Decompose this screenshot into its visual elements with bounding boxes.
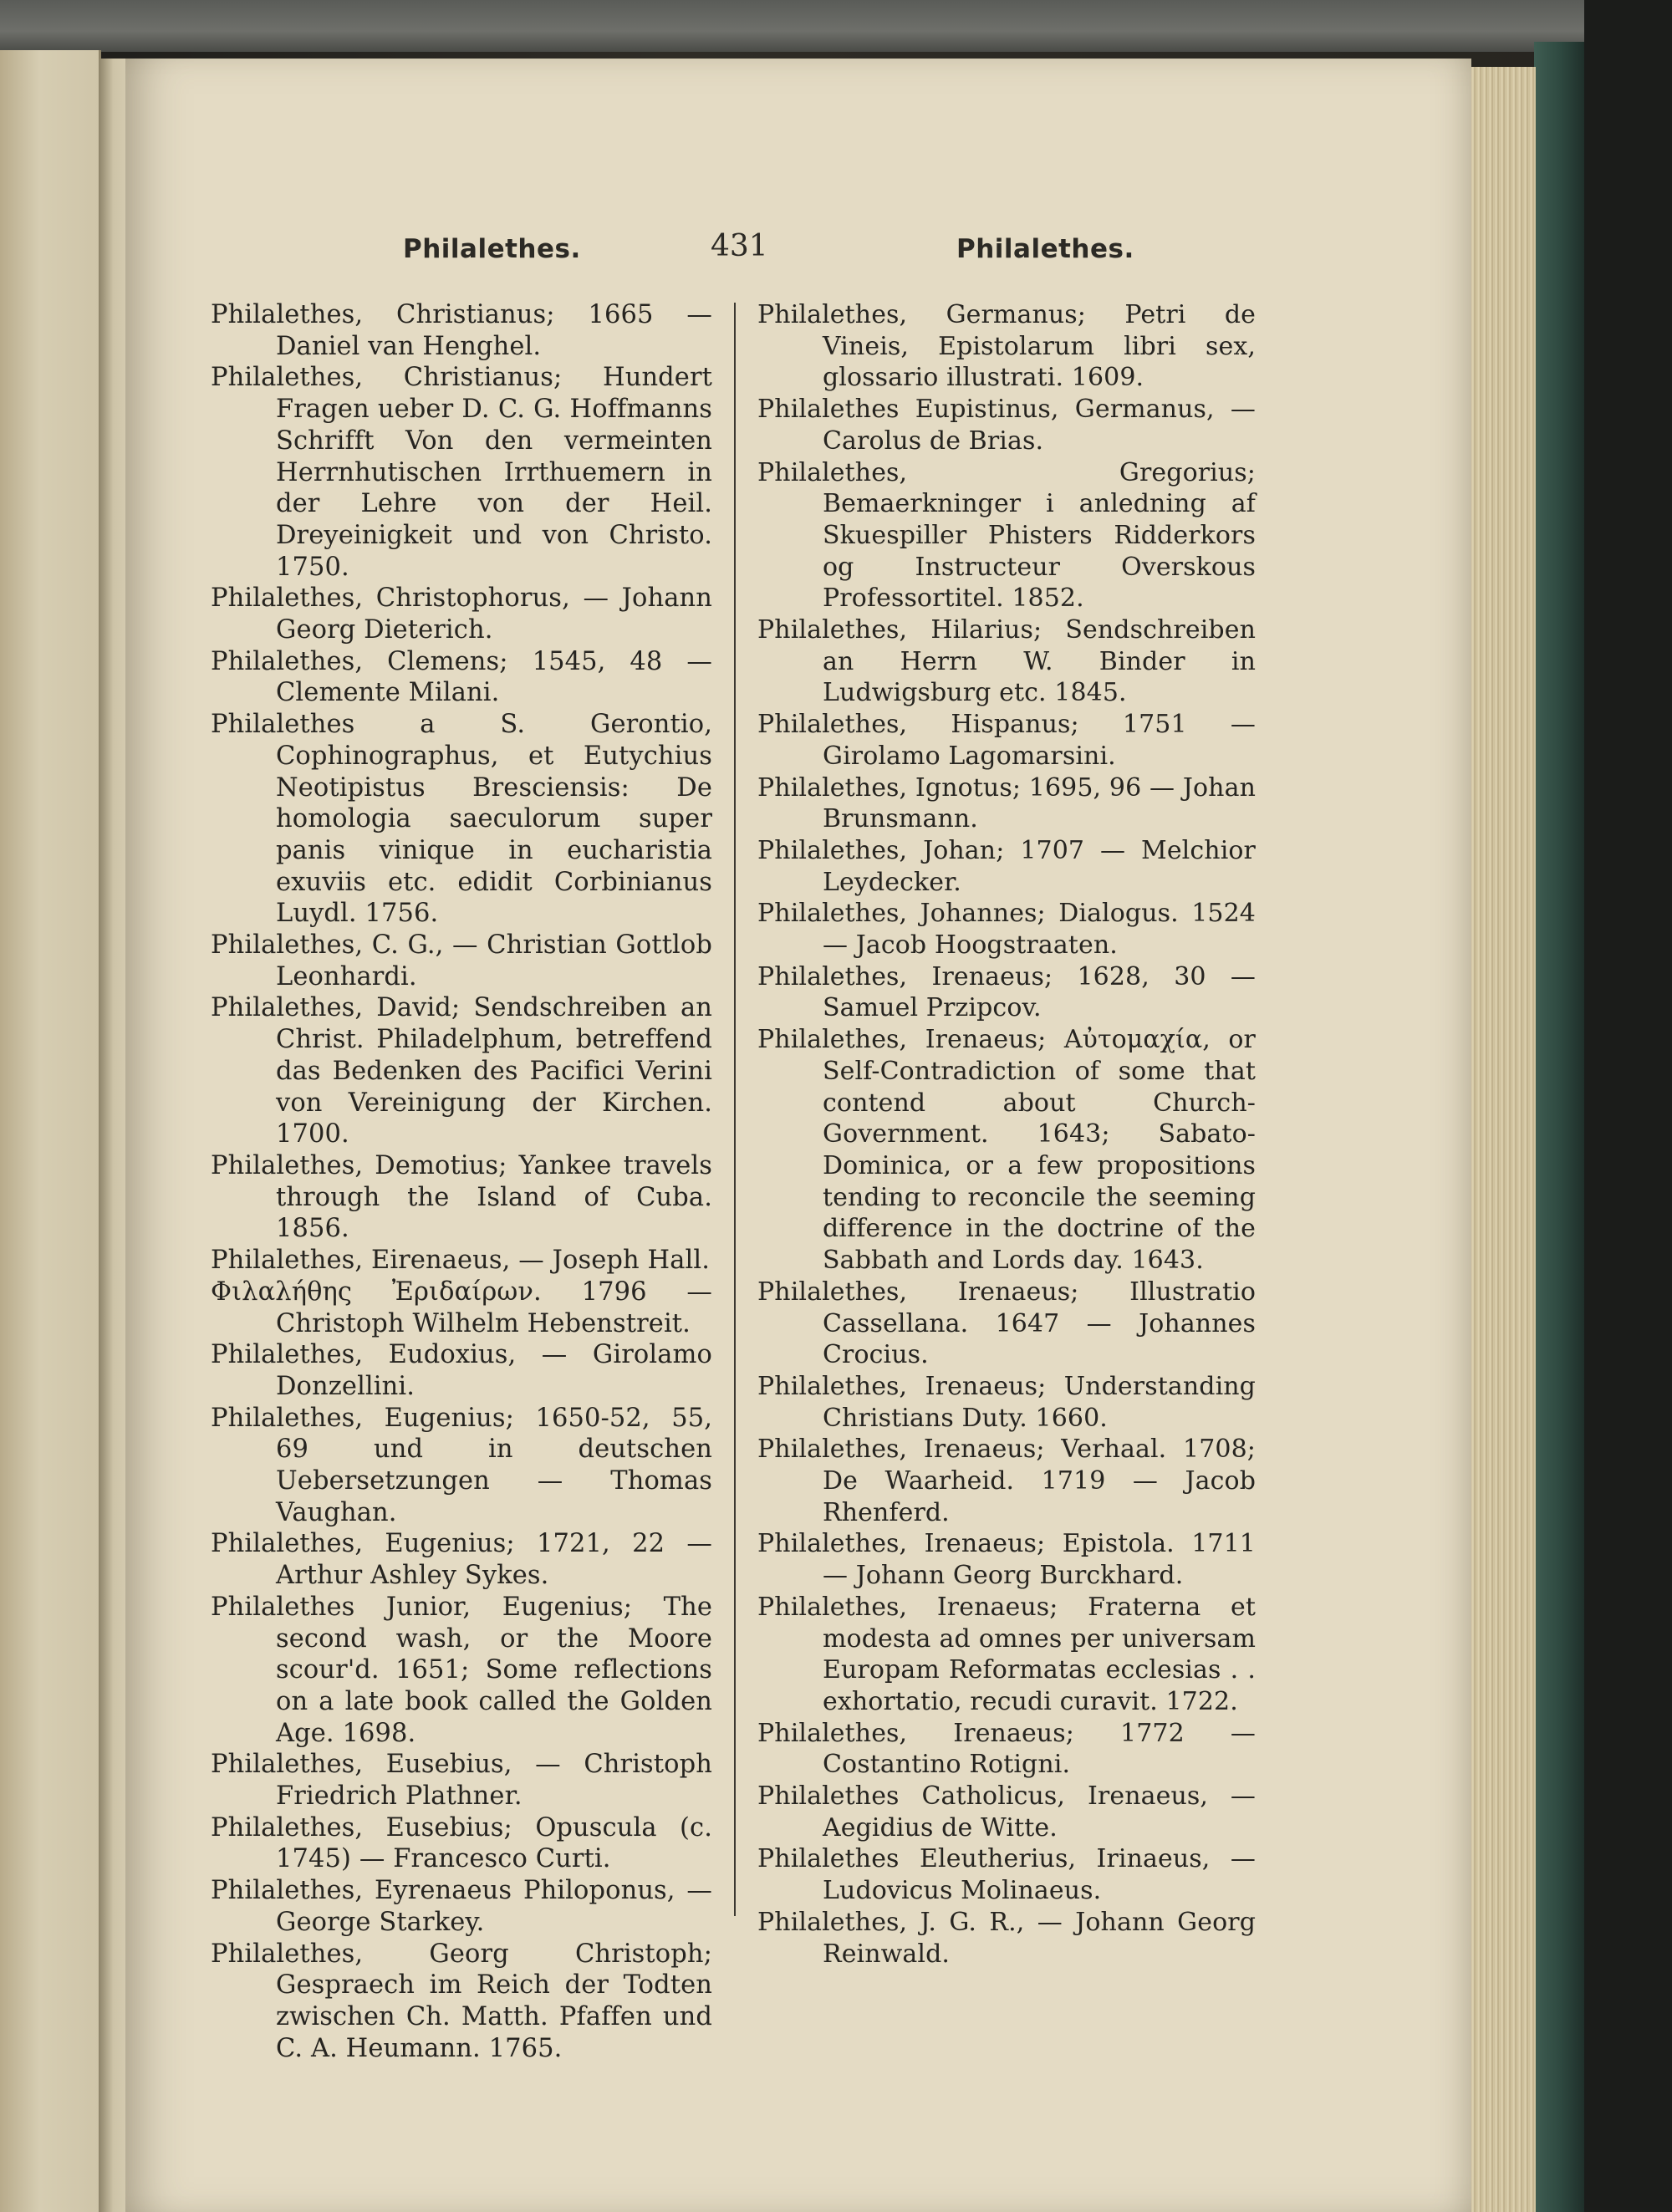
entry: Philalethes, Georg Christoph; Gespraech im Reich der Todten zwischen Ch. Matth. Pfaffen und C. A. Heumann. 1765. <box>211 1939 712 2063</box>
entry: Philalethes, Hispanus; 1751 — Girolamo Lagomarsini. <box>757 710 1256 771</box>
entry: Philalethes, Eusebius, — Christoph Friedrich Plathner. <box>211 1750 712 1812</box>
entry: Philalethes, Johan; 1707 — Melchior Leydecker. <box>757 835 1256 897</box>
entry: Philalethes, Johannes; Dialogus. 1524 — Jacob Hoogstraaten. <box>757 899 1256 961</box>
left-page-edge <box>0 50 101 2212</box>
entry: Philalethes, Eirenaeus, — Joseph Hall. <box>211 1246 711 1276</box>
cover-outer <box>1584 0 1672 2212</box>
running-head-right: Philalethes. <box>956 234 1134 264</box>
right-column <box>757 299 1256 1970</box>
entry: Philalethes, Irenaeus; Epistola. 1711 — Johann Georg Burckhard. <box>757 1529 1256 1591</box>
entry: Philalethes, Irenaeus; Αὐτομαχία, or Self-Contradiction of some that contend about Church-Government. 1643; Sabato-Dominica, or a few propositions tending to reconcile the seeming difference in the doctrine of the Sabbath and Lords day. 1643. <box>757 1025 1256 1276</box>
running-head-left: Philalethes. <box>403 234 581 264</box>
entry: Philalethes, C. G., — Christian Gottlob Leonhardi. <box>211 930 712 991</box>
entry: Philalethes, Irenaeus; Fraterna et modesta ad omnes per universam Europam Reformatas ecclesias . . exhortatio, recudi curavit. 1722. <box>757 1592 1256 1716</box>
entry: Philalethes, Eugenius; 1650-52, 55, 69 und in deutschen Uebersetzungen — Thomas Vaughan. <box>211 1403 712 1527</box>
entry: Philalethes, J. G. R., — Johann Georg Reinwald. <box>757 1907 1256 1969</box>
top-shadow <box>0 0 1584 52</box>
entry: Philalethes, Christianus; Hundert Fragen ueber D. C. G. Hoffmanns Schrifft Von den vermeinten Herrnhutischen Irrthuemern in der Lehre von der Heil. Dreyeinigkeit und von Christo. 1750. <box>211 363 712 582</box>
book-cover-edge <box>1534 42 1584 2212</box>
entry: Philalethes Catholicus, Irenaeus, — Aegidius de Witte. <box>757 1781 1256 1842</box>
entry: Philalethes, Eudoxius, — Girolamo Donzellini. <box>211 1340 712 1401</box>
entry: Philalethes, Eusebius; Opuscula (c. 1745) — Francesco Curti. <box>211 1812 712 1874</box>
entry: Philalethes, Hilarius; Sendschreiben an Herrn W. Binder in Ludwigsburg etc. 1845. <box>757 615 1256 708</box>
page-fore-edge <box>1463 67 1536 2212</box>
entry: Philalethes, Eyrenaeus Philoponus, — George Starkey. <box>211 1876 712 1937</box>
entry: Philalethes, Irenaeus; 1772 — Costantino Rotigni. <box>757 1718 1256 1780</box>
entry: Φιλαλήθης Ἐριδαίρων. 1796 — Christoph Wilhelm Hebenstreit. <box>211 1277 712 1338</box>
entry: Philalethes, David; Sendschreiben an Christ. Philadelphum, betreffend das Bedenken des Pacifici Verini von Vereinigung der Kirchen. 1700. <box>211 993 712 1149</box>
entry: Philalethes, Gregorius; Bemaerkninger i anledning af Skuespiller Phisters Ridderkors og Instructeur Overskous Professortitel. 1852. <box>757 457 1256 614</box>
entry: Philalethes, Ignotus; 1695, 96 — Johan Brunsmann. <box>757 772 1256 834</box>
column-divider <box>734 303 736 1916</box>
page-number: 431 <box>711 229 768 263</box>
entry: Philalethes, Irenaeus; 1628, 30 — Samuel Przipcov. <box>757 961 1256 1023</box>
entry: Philalethes Eleutherius, Irinaeus, — Ludovicus Molinaeus. <box>757 1844 1256 1906</box>
entry: Philalethes, Germanus; Petri de Vineis, Epistolarum libri sex, glossario illustrati. 1609. <box>757 300 1256 393</box>
entry: Philalethes, Irenaeus; Understanding Christians Duty. 1660. <box>757 1371 1256 1433</box>
entry: Philalethes, Clemens; 1545, 48 — Clemente Milani. <box>211 646 712 708</box>
entry: Philalethes Eupistinus, Germanus, — Carolus de Brias. <box>757 395 1256 456</box>
entry: Philalethes, Demotius; Yankee travels through the Island of Cuba. 1856. <box>211 1150 712 1244</box>
entry: Philalethes, Christophorus, — Johann Georg Dieterich. <box>211 584 712 645</box>
entry: Philalethes, Christianus; 1665 — Daniel van Henghel. <box>211 300 712 361</box>
left-column <box>211 299 712 2064</box>
entry: Philalethes Junior, Eugenius; The second wash, or the Moore scour'd. 1651; Some reflections on a late book called the Golden Age. 1698. <box>211 1592 712 1748</box>
entry: Philalethes, Irenaeus; Illustratio Cassellana. 1647 — Johannes Crocius. <box>757 1277 1256 1370</box>
entry: Philalethes, Eugenius; 1721, 22 — Arthur Ashley Sykes. <box>211 1529 712 1591</box>
entry: Philalethes a S. Gerontio, Cophinographus, et Eutychius Neotipistus Bresciensis: De homologia saeculorum super panis vinique in eucharistia exuviis etc. edidit Corbinianus Luydl. 1756. <box>211 710 712 929</box>
entry: Philalethes, Irenaeus; Verhaal. 1708; De Waarheid. 1719 — Jacob Rhenferd. <box>757 1435 1256 1527</box>
